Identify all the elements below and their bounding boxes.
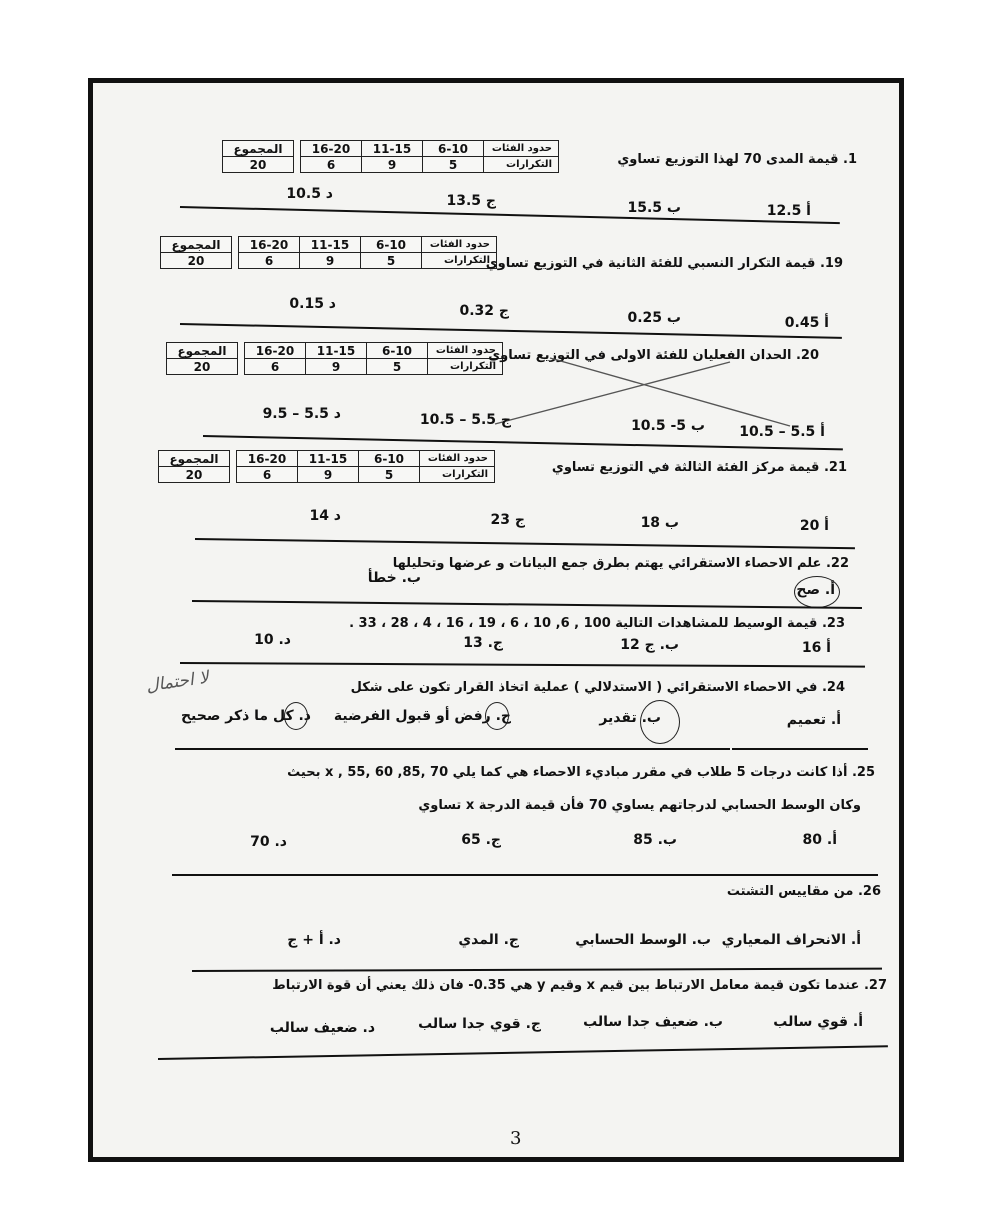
q23-option-d: د. 10 (254, 632, 291, 648)
freq-cell: 9 (362, 157, 423, 173)
table-gap (230, 467, 237, 483)
table-gap (238, 359, 245, 375)
class-cell: 6-10 (423, 141, 484, 157)
freq-cell: 6 (245, 359, 306, 375)
question-24-text: 24. في الاحصاء الاستقرائي ( الاستدلالي ) عملية اتخاذ القرار تكون على شكل (350, 680, 845, 695)
question-27-text: 27. عندما تكون قيمة معامل الارتباط بين قيم x وقيم y هي 0.35- فان ذلك يعني أن قوة الارتباط (272, 978, 887, 993)
q18-option-a: أ 12.5 (766, 203, 811, 219)
total-value: 20 (161, 253, 232, 269)
q18-option-b: ب 15.5 (627, 200, 681, 216)
total-label: المجموع (161, 237, 232, 253)
q20-option-c: ج 5.5 – 10.5 (419, 412, 511, 428)
freq-cell: 5 (367, 359, 428, 375)
class-limits-header: حدود الفئات (422, 237, 497, 253)
total-value: 20 (223, 157, 294, 173)
total-label: المجموع (167, 343, 238, 359)
class-cell: 6-10 (359, 451, 420, 467)
class-cell: 11-15 (306, 343, 367, 359)
q18-option-d: د 10.5 (286, 186, 333, 202)
class-limits-header: حدود الفئات (484, 141, 559, 157)
class-cell: 11-15 (362, 141, 423, 157)
q20-option-d: د 5.5 – 9.5 (262, 406, 341, 422)
class-cell: 11-15 (300, 237, 361, 253)
frequency-table-q19 (160, 236, 497, 269)
class-cell: 16-20 (237, 451, 298, 467)
total-label: المجموع (223, 141, 294, 157)
q21-option-d: د 14 (309, 508, 341, 524)
class-cell: 16-20 (239, 237, 300, 253)
freq-cell: 5 (359, 467, 420, 483)
freq-cell: 6 (239, 253, 300, 269)
divider (175, 748, 730, 750)
q24-option-d: د. كل ما ذكر صحيح (180, 708, 311, 724)
frequencies-header: التكرارات (428, 359, 503, 375)
question-21-text: 21. قيمة مركز الفئة الثالثة في التوزيع تساوي (551, 460, 847, 475)
freq-cell: 6 (301, 157, 362, 173)
frequency-table-q21 (158, 450, 495, 483)
frequencies-header: التكرارات (484, 157, 559, 173)
table-gap (294, 141, 301, 157)
freq-cell: 5 (361, 253, 422, 269)
freq-cell: 9 (298, 467, 359, 483)
class-cell: 6-10 (367, 343, 428, 359)
table-gap (230, 451, 237, 467)
q22-option-b: ب. خطأ (367, 570, 421, 586)
freq-cell: 9 (300, 253, 361, 269)
q25-option-d: د. 70 (250, 834, 287, 850)
q24-option-b: ب. تقدير (599, 710, 661, 726)
class-cell: 16-20 (245, 343, 306, 359)
q19-option-c: ج 0.32 (459, 303, 509, 319)
total-value: 20 (159, 467, 230, 483)
question-19-text: 19. قيمة التكرار النسبي للفئة الثانية في التوزيع تساوي (485, 256, 843, 271)
question-23-text: 23. قيمة الوسيط للمشاهدات التالية 100 , 6, 10 ، 6 ، 19 ، 16 ، 4 ، 28 ، 33 . (349, 616, 845, 631)
class-limits-header: حدود الفئات (420, 451, 495, 467)
table-gap (294, 157, 301, 173)
question-22-text: 22. علم الاحصاء الاستقرائي يهتم بطرق جمع البيانات و عرضها وتحليلها (392, 556, 849, 571)
frequency-table-q20 (166, 342, 503, 375)
q23-option-c: ج. 13 (463, 635, 503, 651)
q27-option-b: ب. ضعيف جدا سالب (583, 1014, 723, 1030)
q24-option-a: أ. تعميم (786, 712, 841, 728)
q23-option-a: أ 16 (801, 640, 831, 656)
q21-option-a: أ 20 (799, 518, 829, 534)
question-26-text: 26. من مقاييس التشتت (726, 884, 881, 899)
q26-option-c: ج. المدي (458, 932, 519, 948)
frequencies-header: التكرارات (420, 467, 495, 483)
class-limits-header: حدود الفئات (428, 343, 503, 359)
table-gap (232, 237, 239, 253)
q26-option-d: د. أ + ج (287, 932, 341, 948)
class-cell: 16-20 (301, 141, 362, 157)
divider (732, 748, 868, 750)
q26-option-b: ب. الوسط الحسابي (575, 932, 711, 948)
freq-cell: 9 (306, 359, 367, 375)
divider (172, 874, 878, 876)
q23-option-b: ب. ج 12 (620, 637, 679, 653)
total-label: المجموع (159, 451, 230, 467)
class-cell: 11-15 (298, 451, 359, 467)
q27-option-c: ج. قوي جدا سالب (418, 1016, 541, 1032)
table-gap (238, 343, 245, 359)
total-value: 20 (167, 359, 238, 375)
q18-option-c: ج 13.5 (446, 193, 496, 209)
q21-option-c: ج 23 (490, 512, 525, 528)
question-20-text: 20. الحدان الفعليان للفئة الاولى في التوزيع تساوي (488, 348, 819, 363)
class-cell: 6-10 (361, 237, 422, 253)
circle-mark-c (485, 702, 509, 730)
q22-option-a: أ. صح (796, 582, 835, 598)
answer-circle-q24 (640, 700, 680, 744)
circle-mark-d (284, 702, 308, 730)
question-25-text-cont: وكان الوسط الحسابي لدرجاتهم يساوي 70 فأن قيمة الدرجة x تساوي (418, 798, 861, 813)
q25-option-c: ج. 65 (461, 832, 501, 848)
question-25-text: 25. أذا كانت درجات 5 طلاب في مقرر مباديء الاحصاء هي كما يلي 70 ,85, x , 55, 60 بحيث (287, 765, 875, 780)
frequency-table-q18 (222, 140, 559, 173)
page-number: 3 (510, 1128, 522, 1149)
q25-option-b: ب. 85 (633, 832, 677, 848)
q27-option-a: أ. قوي سالب (773, 1014, 863, 1030)
freq-cell: 5 (423, 157, 484, 173)
q19-option-a: أ 0.45 (784, 315, 829, 331)
frequencies-header: التكرارات (422, 253, 497, 269)
q20-option-b: ب 5- 10.5 (631, 418, 705, 434)
q19-option-b: ب 0.25 (627, 310, 681, 326)
question-18-text: 1. قيمة المدى 70 لهذا التوزيع تساوي (617, 152, 857, 167)
answer-circle-q22 (794, 576, 840, 608)
q27-option-d: د. ضعيف سالب (269, 1020, 375, 1036)
q20-option-a: أ 5.5 – 10.5 (739, 424, 825, 440)
handwritten-note: لا احتمال (144, 667, 210, 697)
table-gap (232, 253, 239, 269)
q26-option-a: أ. الانحراف المعياري (721, 932, 861, 948)
q25-option-a: أ. 80 (802, 832, 837, 848)
freq-cell: 6 (237, 467, 298, 483)
q19-option-d: د 0.15 (289, 296, 336, 312)
q21-option-b: ب 18 (640, 515, 679, 531)
q24-option-c: ج. رفض أو قبول الفرضية (333, 708, 511, 724)
